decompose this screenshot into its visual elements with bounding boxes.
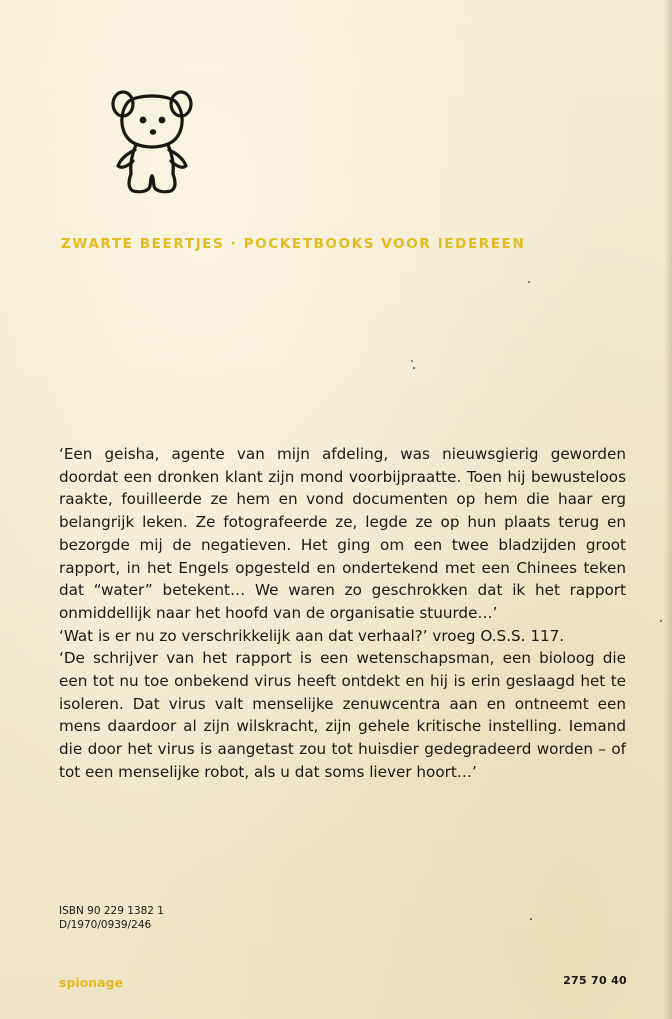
series-banner: ZWARTE BEERTJES · POCKETBOOKS VOOR IEDEREEN xyxy=(61,236,526,252)
blurb-paragraph: ‘Wat is er nu zo verschrikkelijk aan dat verhaal?’ vroeg O.S.S. 117. xyxy=(59,626,565,645)
paper-speck xyxy=(660,620,662,622)
paper-speck xyxy=(528,281,530,283)
catalog-code: 275 70 40 xyxy=(563,974,627,987)
page-edge-shadow xyxy=(664,0,672,1019)
paper-speck xyxy=(413,367,415,369)
depot-number: D/1970/0939/246 xyxy=(59,919,152,931)
isbn-block xyxy=(59,904,164,932)
paper-speck xyxy=(411,360,413,362)
isbn-number: ISBN 90 229 1382 1 xyxy=(59,905,164,917)
blurb-paragraph: ‘De schrijver van het rapport is een wetenschapsman, een bioloog die een tot nu toe onbekend virus heeft ontdekt en hij is erin geslaagd het te isoleren. Dat virus valt menselijke zenuwcentra aan en ontneemt een mens daardoor al zijn wilskracht, zijn gehele kritische instelling. Iemand die door het virus is aangetast zou tot huisdier gedegradeerd worden – of tot een menselijke robot, als u dat soms liever hoort…’ xyxy=(59,649,626,781)
blurb-paragraph: ‘Een geisha, agente van mijn afdeling, was nieuwsgierig geworden doordat een dronken klant zijn mond voorbijpraatte. Toen hij bewusteloos raakte, fouilleerde ze hem en vond documenten op hem die haar erg belangrijk leken. Ze fotografeerde ze, legde ze op hun plaats terug en bezorgde mij de negatieven. Het ging om een twee bladzijden groot rapport, in het Engels opgesteld en ondertekend met een Chinees teken dat “water” betekent… We waren zo geschrokken dat ik het rapport onmiddellijk naar het hoofd van de organisatie stuurde…’ xyxy=(59,445,626,622)
genre-label: spionage xyxy=(59,975,124,990)
paper-speck xyxy=(530,918,532,920)
bear-logo-icon xyxy=(106,88,198,198)
blurb-text xyxy=(59,443,626,784)
